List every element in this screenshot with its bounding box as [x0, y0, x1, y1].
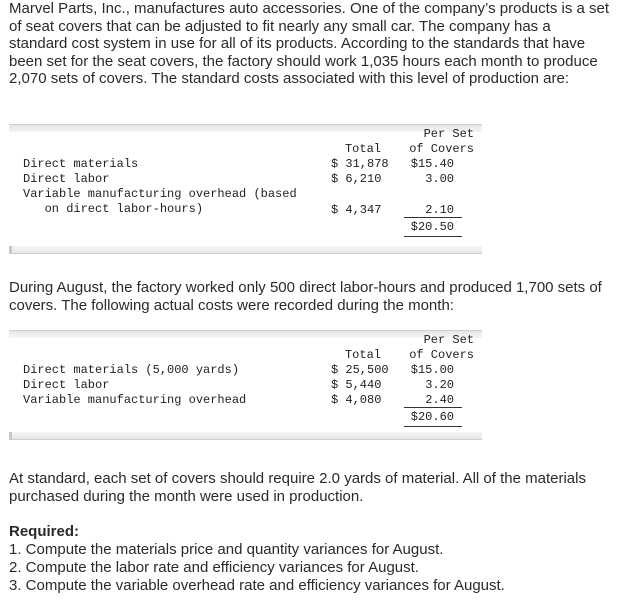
row-total: $ 6,210: [331, 172, 382, 186]
required-item: 3. Compute the variable overhead rate and efficiency variances for August.: [9, 577, 505, 594]
row-label: Direct labor: [23, 378, 110, 392]
sum-per-set: $20.60: [410, 410, 454, 424]
actual-cost-table: [9, 330, 482, 440]
row-label: Direct labor: [23, 172, 110, 186]
header-total: Total: [344, 348, 381, 362]
row-label: Variable manufacturing overhead: [23, 393, 247, 407]
header-total: Total: [344, 142, 381, 156]
row-per-set: $15.00: [410, 363, 454, 377]
header-of-covers: of Covers: [409, 348, 474, 362]
row-total: $ 25,500: [331, 363, 389, 377]
row-total: $ 4,347: [331, 203, 382, 217]
standard-note-paragraph: At standard, each set of covers should require 2.0 yards of material. All of the materials purchased during the month were used in production.: [9, 470, 586, 505]
august-paragraph: During August, the factory worked only 500 direct labor-hours and produced 1,700 sets of covers. The following actual costs were recorded during the month:: [9, 279, 602, 314]
standard-cost-table: [9, 124, 482, 254]
row-per-set: $15.40: [410, 157, 454, 171]
header-per-set: Per Set: [423, 127, 474, 141]
row-label: Direct materials (5,000 yards): [23, 363, 240, 377]
sum-underline: [404, 407, 462, 408]
row-per-set: 2.10: [425, 203, 454, 217]
sum-underline: [404, 217, 462, 218]
sum-per-set: $20.50: [410, 220, 454, 234]
sum-underline: [404, 426, 462, 427]
sum-underline: [404, 236, 462, 237]
required-item: 1. Compute the materials price and quantity variances for August.: [9, 541, 444, 558]
required-title: Required:: [9, 523, 80, 540]
required-item: 2. Compute the labor rate and efficiency variances for August.: [9, 559, 419, 576]
row-total: $ 4,080: [331, 393, 382, 407]
table-bottom-bar: [9, 246, 482, 254]
row-per-set: 2.40: [425, 393, 454, 407]
header-per-set: Per Set: [423, 333, 474, 347]
row-total: $ 5,440: [331, 378, 382, 392]
row-label: Variable manufacturing overhead (based: [23, 187, 297, 201]
row-per-set: 3.20: [425, 378, 454, 392]
intro-paragraph: Marvel Parts, Inc., manufactures auto accessories. One of the company’s products is a set of seat covers that can be adjusted to fit nearly any small car. The company has a standard cost system in use for all of its products. According to the standards that have been set for the seat covers, the factory should work 1,035 hours each month to produce 2,070 sets of covers. The standard costs associated with this level of production are:: [9, 0, 609, 88]
row-total: $ 31,878: [331, 157, 389, 171]
row-per-set: 3.00: [425, 172, 454, 186]
row-label-continued: on direct labor-hours): [23, 202, 204, 216]
table-bottom-bar: [9, 432, 482, 440]
row-label: Direct materials: [23, 157, 139, 171]
required-section: [9, 523, 505, 595]
header-of-covers: of Covers: [409, 142, 474, 156]
